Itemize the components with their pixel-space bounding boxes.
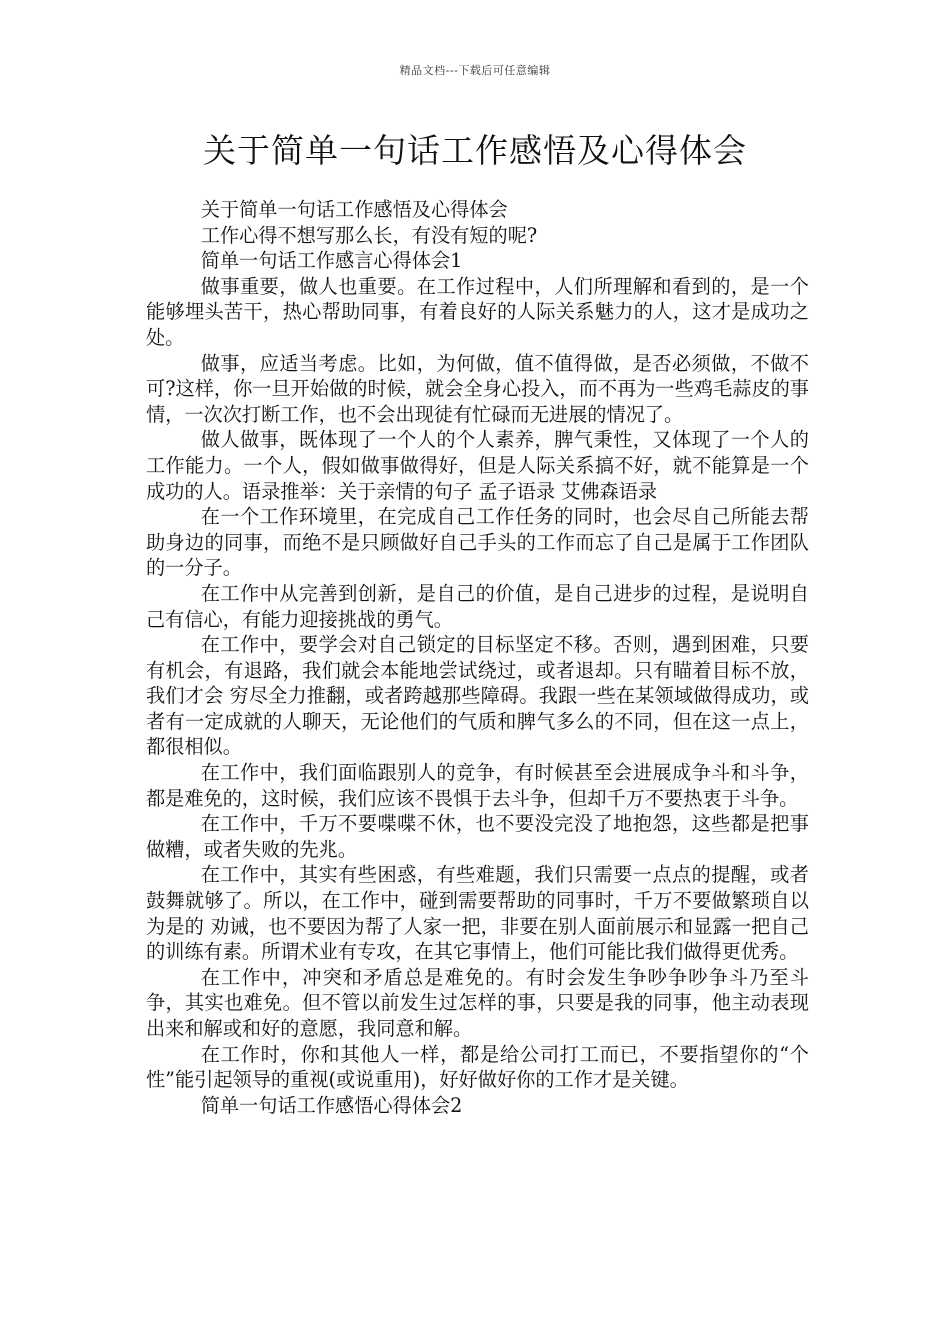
- paragraph: 在工作中从完善到创新，是自己的价值，是自己进步的过程，是说明自己有信心，有能力迎接挑战的勇气。: [146, 581, 809, 631]
- paragraph: 在工作中，我们面临跟别人的竞争，有时候甚至会进展成争斗和斗争，都是难免的，这时候，我们应该不畏惧于去斗争，但却千万不要热衷于斗争。: [146, 761, 809, 810]
- paragraph: 做事重要，做人也重要。在工作过程中，人们所理解和看到的，是一个能够埋头苦干，热心帮助同事，有着良好的人际关系魅力的人，这才是成功之处。: [146, 274, 809, 349]
- header-note: 精品文档---下载后可任意编辑: [399, 64, 551, 77]
- paragraph: 在一个工作环境里，在完成自己工作任务的同时，也会尽自己所能去帮助身边的同事，而绝不是只顾做好自己手头的工作而忘了自己是属于工作团队的一分子。: [146, 505, 809, 580]
- paragraph: 工作心得不想写那么长，有没有短的呢?: [200, 223, 538, 247]
- paragraph: 关于简单一句话工作感悟及心得体会: [200, 198, 508, 221]
- document-title: 关于简单一句话工作感悟及心得体会: [203, 131, 747, 170]
- paragraph: 做人做事，既体现了一个人的个人素养，脾气秉性，又体现了一个人的工作能力。一个人，假如做事做得好，但是人际关系搞不好，就不能算是一个成功的人。语录推举：关于亲情的句子 孟子语录 艾佛森语录: [146, 428, 809, 503]
- paragraph: 在工作中，千万不要喋喋不休，也不要没完没了地抱怨，这些都是把事做糟，或者失败的先兆。: [146, 812, 809, 861]
- section-heading: 简单一句话工作感言心得体会1: [200, 249, 463, 273]
- paragraph: 在工作中，冲突和矛盾总是难免的。有时会发生争吵争吵争斗乃至斗争，其实也难免。但不管以前发生过怎样的事，只要是我的同事，他主动表现出来和解或和好的意愿，我同意和解。: [146, 965, 809, 1040]
- paragraph: 在工作中，其实有些困惑，有些难题，我们只需要一点点的提醒，或者鼓舞就够了。所以，在工作中，碰到需要帮助的同事时，千万不要做繁琐自以为是的 劝诫，也不要因为帮了人家一把，非要在别人面前展示和显露一把自己的训练有素。所谓术业有专攻，在其它事情上，他们可能比我们做得更优秀。: [146, 863, 809, 964]
- document-body: [146, 197, 809, 1118]
- section-heading: 简单一句话工作感悟心得体会2: [200, 1093, 463, 1117]
- paragraph: 在工作中，要学会对自己锁定的目标坚定不移。否则，遇到困难，只要有机会，有退路，我们就会本能地尝试绕过，或者退却。只有瞄着目标不放，我们才会 穷尽全力推翻，或者跨越那些障碍。我跟一些在某领域做得成功，或者有一定成就的人聊天，无论他们的气质和脾气多么的不同，但在这一点上，都很相似。: [146, 633, 809, 759]
- paragraph: 做事，应适当考虑。比如，为何做，值不值得做，是否必须做，不做不可?这样，你一旦开始做的时候，就会全身心投入，而不再为一些鸡毛蒜皮的事情，一次次打断工作，也不会出现徒有忙碌而无进展的情况了。: [146, 351, 809, 426]
- paragraph: 在工作时，你和其他人一样，都是给公司打工而已，不要指望你的“个性”能引起领导的重视(或说重用)，好好做好你的工作才是关键。: [146, 1042, 809, 1092]
